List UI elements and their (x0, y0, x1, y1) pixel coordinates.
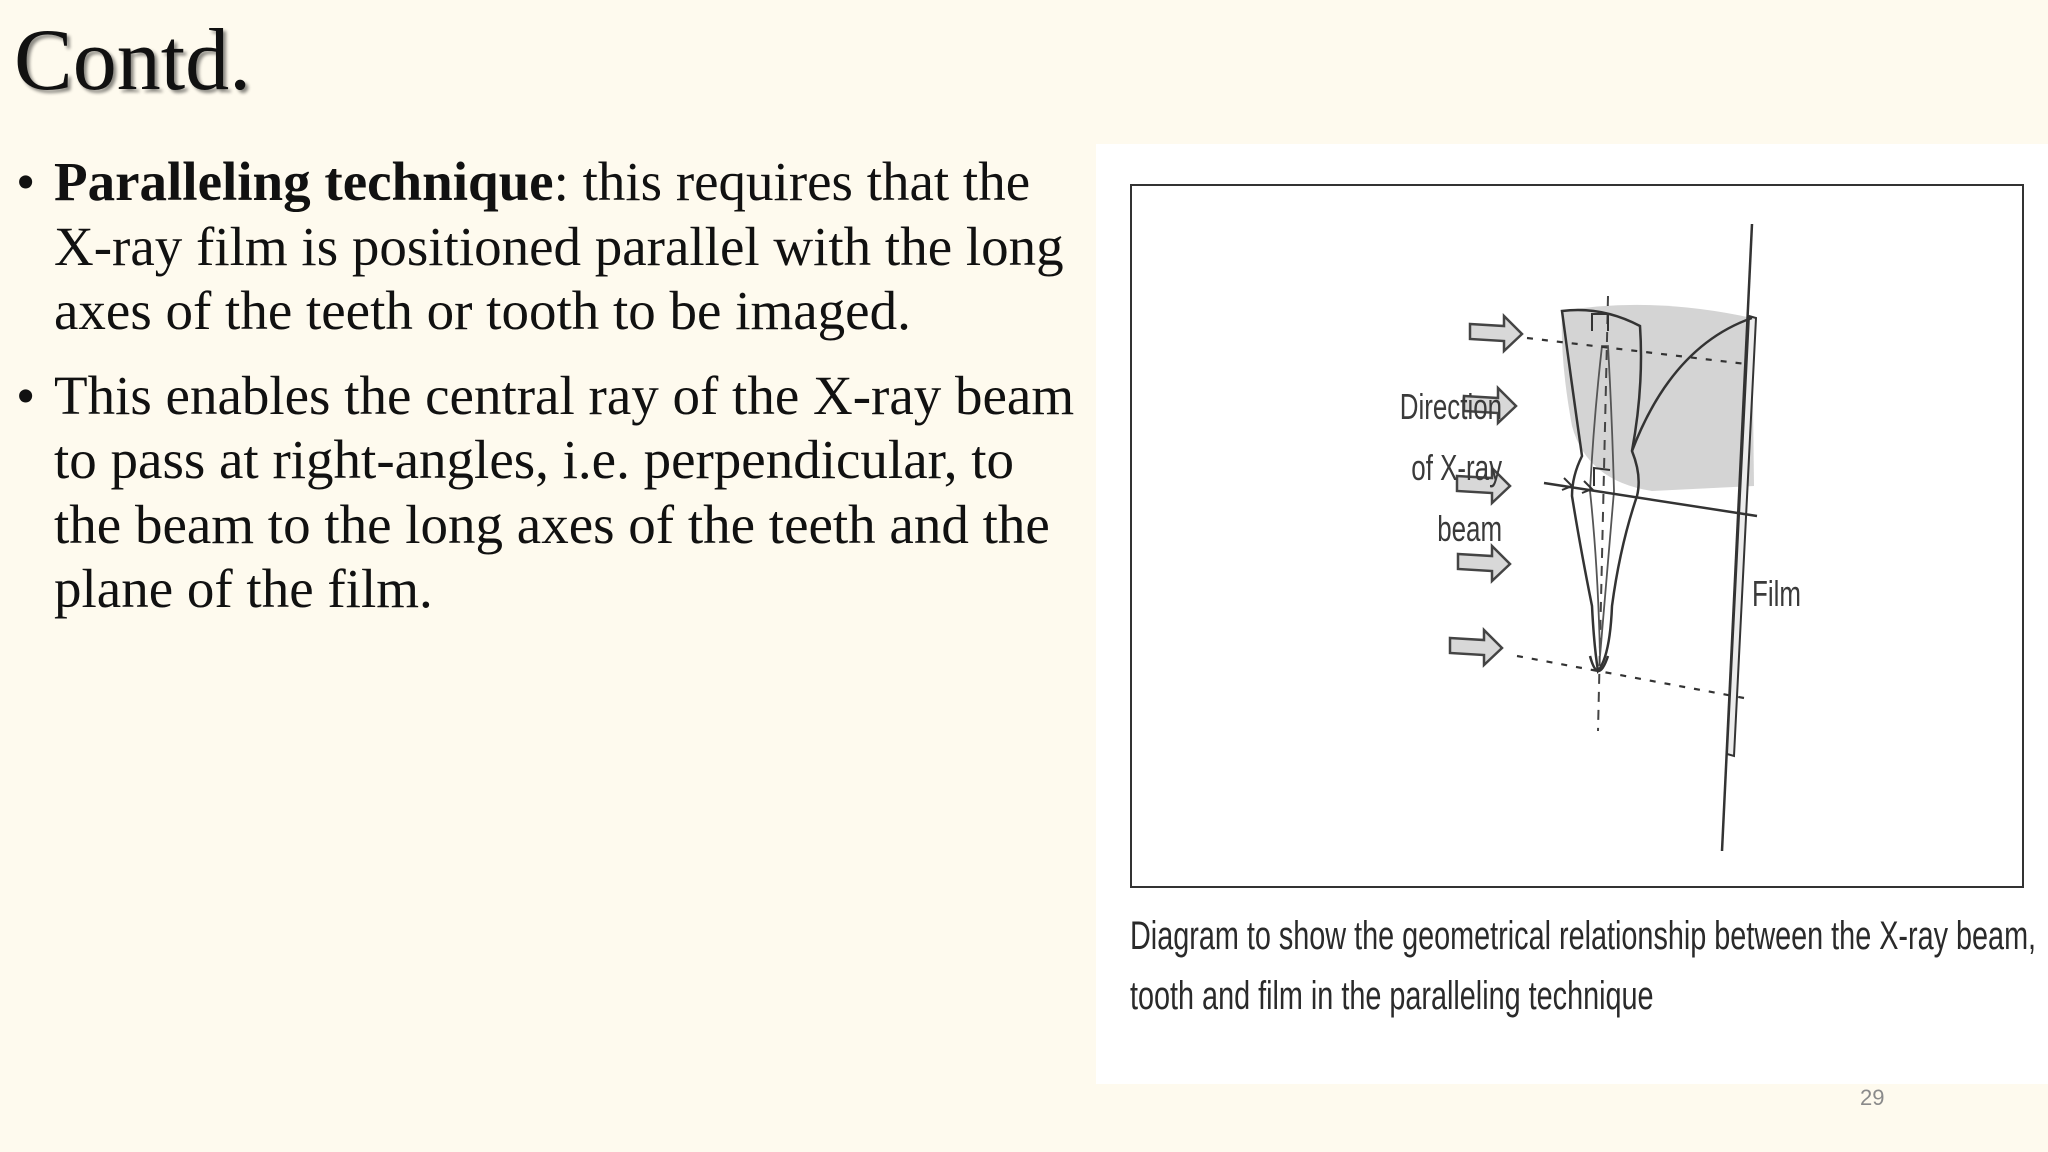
bullet-central-ray (12, 364, 1092, 622)
paralleling-diagram (1132, 186, 2022, 886)
term-paralleling-technique: Paralleling technique (54, 151, 554, 212)
beam-arrow-1 (1470, 316, 1522, 351)
slide-title: Contd. (14, 12, 252, 109)
bullet-marker: • (16, 151, 36, 212)
bullet-marker: • (16, 364, 36, 426)
bullet-text: This enables the central ray of the X-ray beam to pass at right-angles, i.e. perpendicular, to the beam to the long axes of the teeth and the plane of the film. (54, 364, 1075, 619)
label-direction-of-xray-beam (1400, 376, 1502, 559)
diagram-frame (1130, 184, 2024, 888)
ray-bottom-dashed (1517, 656, 1744, 698)
paralleling-diagram-figure (1096, 144, 2048, 1084)
beam-arrow-5 (1450, 630, 1502, 665)
caption-line1: Diagram to show the geometrical relationship between the X-ray beam, (1130, 914, 2037, 958)
caption-line2: tooth and film in the paralleling technique (1130, 974, 1654, 1018)
label-direction-line1: Direction (1399, 386, 1502, 427)
bullet-list (12, 150, 1092, 642)
label-direction-line3: beam (1437, 508, 1502, 549)
label-direction-line2: of X-ray (1411, 447, 1502, 488)
page-number: 29 (1860, 1085, 1885, 1110)
bullet-paralleling-technique (12, 150, 1092, 344)
figure-caption (1130, 906, 2037, 1026)
bullet-text: : this requires that the X-ray film is positioned parallel with the long axes of the teeth or tooth to be imaged. (54, 151, 1064, 341)
label-film: Film (1752, 573, 1801, 614)
